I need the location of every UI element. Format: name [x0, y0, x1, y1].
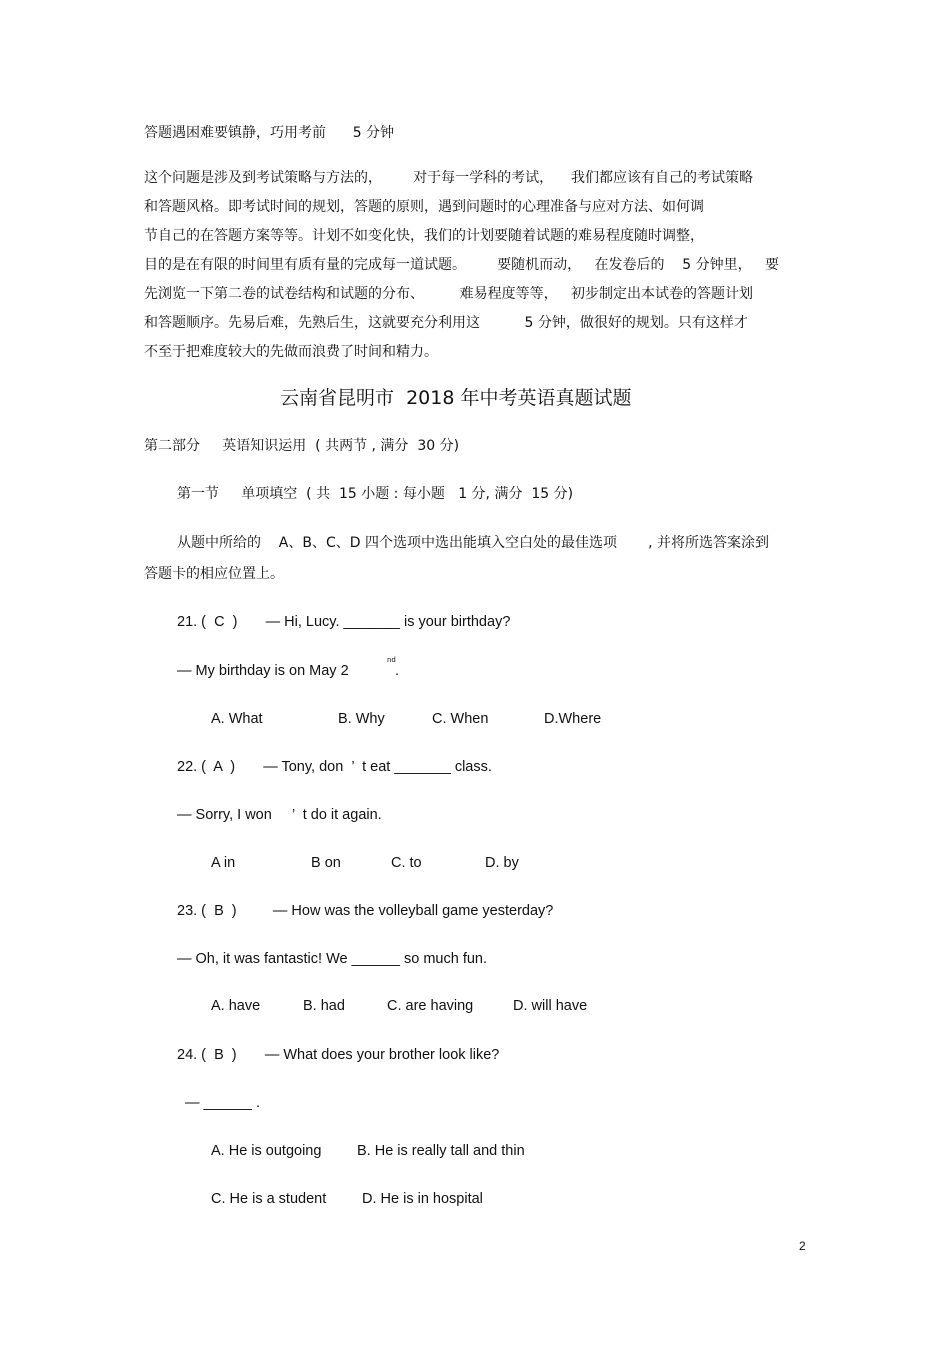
part-heading: 第二部分 英语知识运用 ( 共两节 , 满分 30 分): [144, 438, 460, 454]
intro-line: 不至于把难度较大的先做而浪费了时间和精力。: [144, 344, 438, 360]
instruction-line: 答题卡的相应位置上。: [144, 566, 284, 582]
section-heading: 第一节 单项填空 ( 共 15 小题 : 每小题 1 分, 满分 15 分): [177, 486, 574, 502]
option: C. He is a student: [211, 1191, 327, 1207]
option: A. What: [211, 711, 263, 727]
intro-line: 先浏览一下第二卷的试卷结构和试题的分布、 难易程度等等， 初步制定出本试卷的答题计划: [144, 286, 753, 302]
question-reply: — Oh, it was fantastic! We ______ so much fun.: [177, 951, 488, 967]
intro-line: 节自己的在答题方案等等。计划不如变化快，我们的计划要随着试题的难易程度随时调整，: [144, 228, 704, 244]
option: A. have: [211, 998, 261, 1014]
question-reply: — Sorry, I won ’ t do it again.: [177, 807, 382, 823]
option: A. He is outgoing: [211, 1143, 322, 1159]
option: C. to: [391, 855, 422, 871]
reply-period: .: [395, 663, 400, 679]
option: D. by: [485, 855, 519, 871]
question-stem: 21. ( C ) — Hi, Lucy. _______ is your birthday?: [177, 614, 511, 630]
option: A in: [211, 855, 236, 871]
option: B. He is really tall and thin: [357, 1143, 525, 1159]
option: C. are having: [387, 998, 474, 1014]
question-reply: — ______ .: [185, 1095, 260, 1111]
question-stem: 24. ( B ) — What does your brother look like?: [177, 1047, 500, 1063]
option: D.Where: [544, 711, 602, 727]
option: B. had: [303, 998, 345, 1014]
option: B on: [311, 855, 341, 871]
question-stem: 22. ( A ) — Tony, don ’ t eat _______ class.: [177, 759, 492, 775]
instruction-line: 从题中所给的 A、B、C、D 四个选项中选出能填入空白处的最佳选项 , 并将所选答案涂到: [177, 535, 770, 551]
exam-title: 云南省昆明市 2018 年中考英语真题试题: [280, 387, 632, 409]
intro-line: 和答题风格。即考试时间的规划，答题的原则，遇到问题时的心理准备与应对方法、如何调: [144, 199, 704, 215]
option: D. He is in hospital: [362, 1191, 483, 1207]
option: D. will have: [513, 998, 588, 1014]
intro-line: 目的是在有限的时间里有质有量的完成每一道试题。 要随机而动， 在发卷后的 5 分钟里， 要: [144, 257, 780, 273]
option: B. Why: [338, 711, 385, 727]
intro-line: 和答题顺序。先易后难，先熟后生，这就要充分利用这 5 分钟，做很好的规划。只有这样才: [144, 315, 748, 331]
option: C. When: [432, 711, 489, 727]
intro-line: 这个问题是涉及到考试策略与方法的， 对于每一学科的考试， 我们都应该有自己的考试策略: [144, 170, 753, 186]
question-stem: 23. ( B ) — How was the volleyball game yesterday?: [177, 903, 554, 919]
intro-heading: 答题遇困难要镇静，巧用考前 5 分钟: [144, 125, 395, 141]
question-reply: — My birthday is on May 2: [177, 663, 349, 679]
page-number: 2: [799, 1239, 806, 1253]
ordinal-superscript: nd: [387, 656, 396, 664]
